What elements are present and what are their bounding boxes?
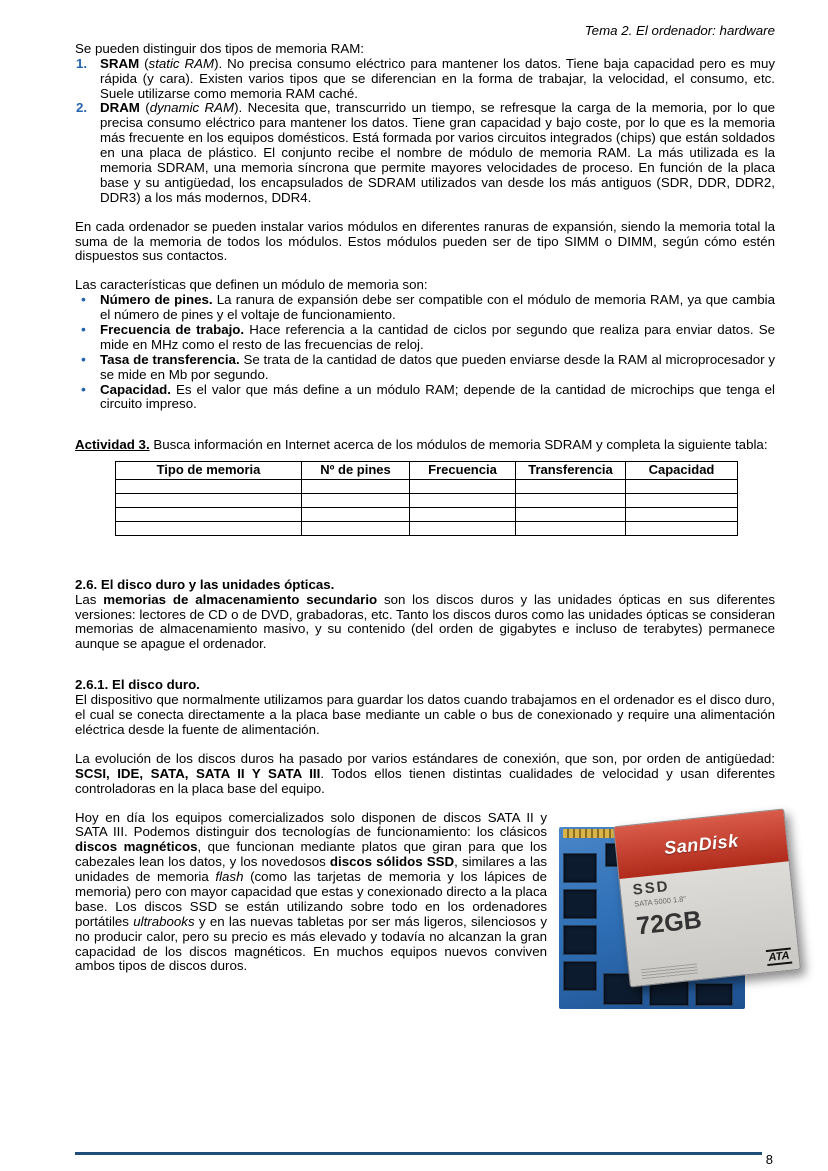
spacer [75, 536, 775, 578]
text-run: . Todos ellos tienen distintas cualidades de velocidad y usan diferentes controladoras en la placa base del equipo. [75, 765, 775, 796]
ssd-sub-text: SATA 5000 1.8" [633, 893, 687, 908]
text-run: ). No precisa consumo eléctrico para mantener los datos. Tiene baja capacidad pero es muy rápida (y cara). Existen varios tipos que se diferencian en la forma de trabajar, la velocidad, el consumo, etc. Suele utilizarse como memoria RAM caché. [100, 55, 776, 101]
bullet-item-text [100, 292, 775, 322]
text-run: Se trata de la cantidad de datos que pueden enviarse desde la RAM al microprocesador y se mide en Mb por segundo. [100, 351, 775, 382]
text-run: static RAM [148, 55, 215, 71]
bullet-item-transferencia [75, 350, 775, 383]
bullet-item-text [100, 352, 775, 382]
numbered-item-text [100, 100, 775, 204]
table-empty-row [116, 479, 738, 493]
text-run: Número de pines. [100, 292, 213, 308]
activity-paragraph [75, 438, 775, 453]
text-run: discos magnéticos [75, 839, 198, 855]
footer-rule [75, 1152, 762, 1155]
text-run: Hoy en día los equipos comercializados solo disponen de discos SATA II y SATA III. Podemos distinguir dos tecnologías de funcionamiento: los clásicos [75, 809, 547, 840]
paragraph-evolucion [75, 752, 775, 797]
table-empty-cell [626, 479, 738, 493]
spacer [75, 797, 775, 811]
table-empty-cell [302, 507, 410, 521]
bullet-icon: • [81, 350, 86, 367]
paragraph-caracteristicas: Las características que definen un módulo de memoria son: [75, 277, 428, 293]
table-empty-cell [626, 521, 738, 535]
ssd-photo [559, 813, 791, 1011]
table-empty-cell [302, 521, 410, 535]
spacer [75, 453, 775, 461]
memory-chip [695, 983, 733, 1006]
text-run: Frecuencia de trabajo. [100, 322, 245, 338]
numbered-item-sram [75, 57, 775, 102]
col-header-frecuencia: Frecuencia [410, 462, 516, 480]
text-run: flash [215, 869, 244, 885]
text-run: ( [139, 100, 150, 116]
bullet-icon: • [81, 321, 86, 338]
table-empty-cell [516, 479, 626, 493]
text-run: Es el valor que más define a un módulo RAM; depende de la cantidad de microchips que tenga el circuito impreso. [100, 381, 775, 412]
list-number: 1. [76, 55, 88, 71]
activity-table [115, 461, 738, 536]
bullet-item-text [100, 382, 775, 412]
hdd-technologies-section [75, 809, 791, 975]
bullet-icon: • [81, 291, 86, 308]
table-empty-cell [116, 521, 302, 535]
running-header: Tema 2. El ordenador: hardware [584, 23, 775, 38]
table-empty-row [116, 507, 738, 521]
sandisk-logo: SanDisk [663, 829, 740, 858]
page-number: 8 [765, 1152, 773, 1168]
text-run: ( [139, 55, 149, 71]
text-run: y en las nuevas tabletas por ser más ligeros, silenciosos y no producir calor, pero su precio es más elevado y todavía no alcanzan la gran capacidad de los discos magnéticos. En muchos equipos nuevos conviven ambos tipos de discos duros. [75, 913, 547, 974]
bullet-item-frecuencia [75, 323, 775, 353]
table-empty-cell [516, 507, 626, 521]
table-header-row [116, 462, 738, 480]
text-run: , similares a las unidades de memoria [75, 854, 547, 885]
table-empty-cell [410, 479, 516, 493]
paragraph-modulos: En cada ordenador se pueden instalar varios módulos en diferentes ranuras de expansión, siendo la memoria total la suma de la memoria de todos los módulos. Estos módulos pueden ser de tipo SIMM o DIMM, según cómo estén dispuestos sus contactos. [75, 218, 775, 264]
bullet-icon: • [81, 380, 86, 397]
table-empty-cell [626, 507, 738, 521]
spacer [75, 412, 775, 438]
memory-chip [563, 961, 597, 991]
paragraph-almacenamiento-secundario [75, 593, 775, 653]
table-empty-cell [116, 479, 302, 493]
text-run: La evolución de los discos duros ha pasado por varios estándares de conexión, que son, por orden de antigüedad: [75, 750, 775, 766]
memory-chip [563, 853, 597, 883]
table-empty-cell [516, 493, 626, 507]
ssd-model-text: SSD [631, 877, 671, 899]
ata-logo: ATA [766, 947, 793, 966]
section-heading-2-6: 2.6. El disco duro y las unidades ópticas. [75, 576, 335, 592]
list-number: 2. [76, 100, 88, 116]
text-run: Tasa de transferencia. [100, 351, 240, 367]
col-header-capacidad: Capacidad [626, 462, 738, 480]
text-run: SRAM [100, 55, 140, 71]
ssd-drive [613, 808, 801, 987]
text-run: Las [75, 591, 104, 607]
table-empty-cell [410, 521, 516, 535]
text-run: ultrabooks [133, 913, 195, 929]
ssd-label-body [620, 861, 800, 986]
text-run: DRAM [100, 100, 140, 116]
table-empty-row [116, 521, 738, 535]
text-run: Actividad 3. [75, 437, 150, 453]
numbered-item-text [100, 56, 775, 101]
text-run: Capacidad. [100, 381, 171, 397]
table-empty-cell [302, 479, 410, 493]
col-header-pines: Nº de pines [302, 462, 410, 480]
table-empty-cell [626, 493, 738, 507]
paragraph-dispositivo: El dispositivo que normalmente utilizamos para guardar los datos cuando trabajamos en el ordenador es el disco duro, el cual se conecta directamente a la placa base mediante un cable o bus de conexionado y require una alimentación eléctrica desde la fuente de alimentación. [75, 692, 775, 737]
col-header-transferencia: Transferencia [516, 462, 626, 480]
table-empty-cell [516, 521, 626, 535]
ssd-capacity-text: 72GB [635, 905, 704, 941]
bullet-item-text [100, 322, 775, 352]
section-heading-2-6-1: 2.6.1. El disco duro. [75, 677, 200, 693]
text-run: discos sólidos SSD [329, 854, 455, 870]
spacer [75, 264, 775, 278]
table-empty-cell [302, 493, 410, 507]
text-run: (como las tarjetas de memoria y los lápices de memoria) pero con mayor capacidad que estas y conexionado directo a la placa base. Los discos SSD se están utilizando sobre todo en los ordenadores portátiles [75, 869, 547, 929]
col-header-tipo-memoria: Tipo de memoria [116, 462, 302, 480]
bullet-item-pines [75, 293, 775, 323]
memory-chip [563, 925, 597, 955]
text-run: son los discos duros y las unidades ópticas en sus diferentes versiones: lectores de CD o de DVD, grabadoras, etc. Tanto los discos duros como las unidades ópticas se consideran memorias de almacenamiento masivo, y su contenido (del orden de gigabytes e incluso de terabytes) permanece aunque se apague el ordenador. [75, 591, 775, 652]
text-run: Busca información en Internet acerca de los módulos de memoria SDRAM y completa la siguiente tabla: [149, 437, 768, 453]
text-run: memorias de almacenamiento secundario [103, 591, 378, 607]
table-empty-cell [116, 507, 302, 521]
bullet-item-capacidad [75, 380, 775, 413]
memory-chip [563, 889, 597, 919]
spacer [75, 652, 775, 678]
text-run: ). Necesita que, transcurrido un tiempo, se refresque la carga de la memoria, por lo que precisa consumo eléctrico para mantener los datos. Tiene gran capacidad y bajo coste, por lo que es la memoria más frecuente en los equipos domésticos. Está formada por varios circuitos integrados (chips) que están soldados en una placa de plástico. El conjunto recibe el nombre de módulo de memoria RAM. La más utilizada es la memoria SDRAM, una memoria síncrona que permite mayores velocidades de proceso. En función de la placa base y su antigüedad, los encapsulados de SDRAM utilizados van desde los más antiguos (SDR, DDR, DDR2, DDR3) a los más modernos, DDR4. [100, 100, 775, 205]
table-empty-cell [410, 507, 516, 521]
table-empty-row [116, 493, 738, 507]
text-run: dynamic RAM [149, 100, 235, 116]
table-empty-cell [410, 493, 516, 507]
table-empty-cell [116, 493, 302, 507]
text-run: SCSI, IDE, SATA, SATA II Y SATA III [75, 765, 321, 781]
intro-paragraph: Se pueden distinguir dos tipos de memoria RAM: [75, 40, 364, 56]
text-run: La ranura de expansión debe ser compatible con el módulo de memoria RAM, ya que cambia el número de pines y el voltaje de funcionamiento. [100, 292, 775, 323]
text-run: , que funcionan mediante platos que giran para que los cabezales lean los datos, y los novedosos [75, 839, 548, 870]
spacer [75, 206, 775, 220]
numbered-item-dram [75, 101, 775, 205]
spacer [75, 738, 775, 752]
fine-print-lines [641, 963, 698, 979]
text-run: Hace referencia a la cantidad de ciclos por segundo que realiza para enviar datos. Se mide en MHz como el resto de las frecuencias de reloj. [100, 322, 775, 352]
